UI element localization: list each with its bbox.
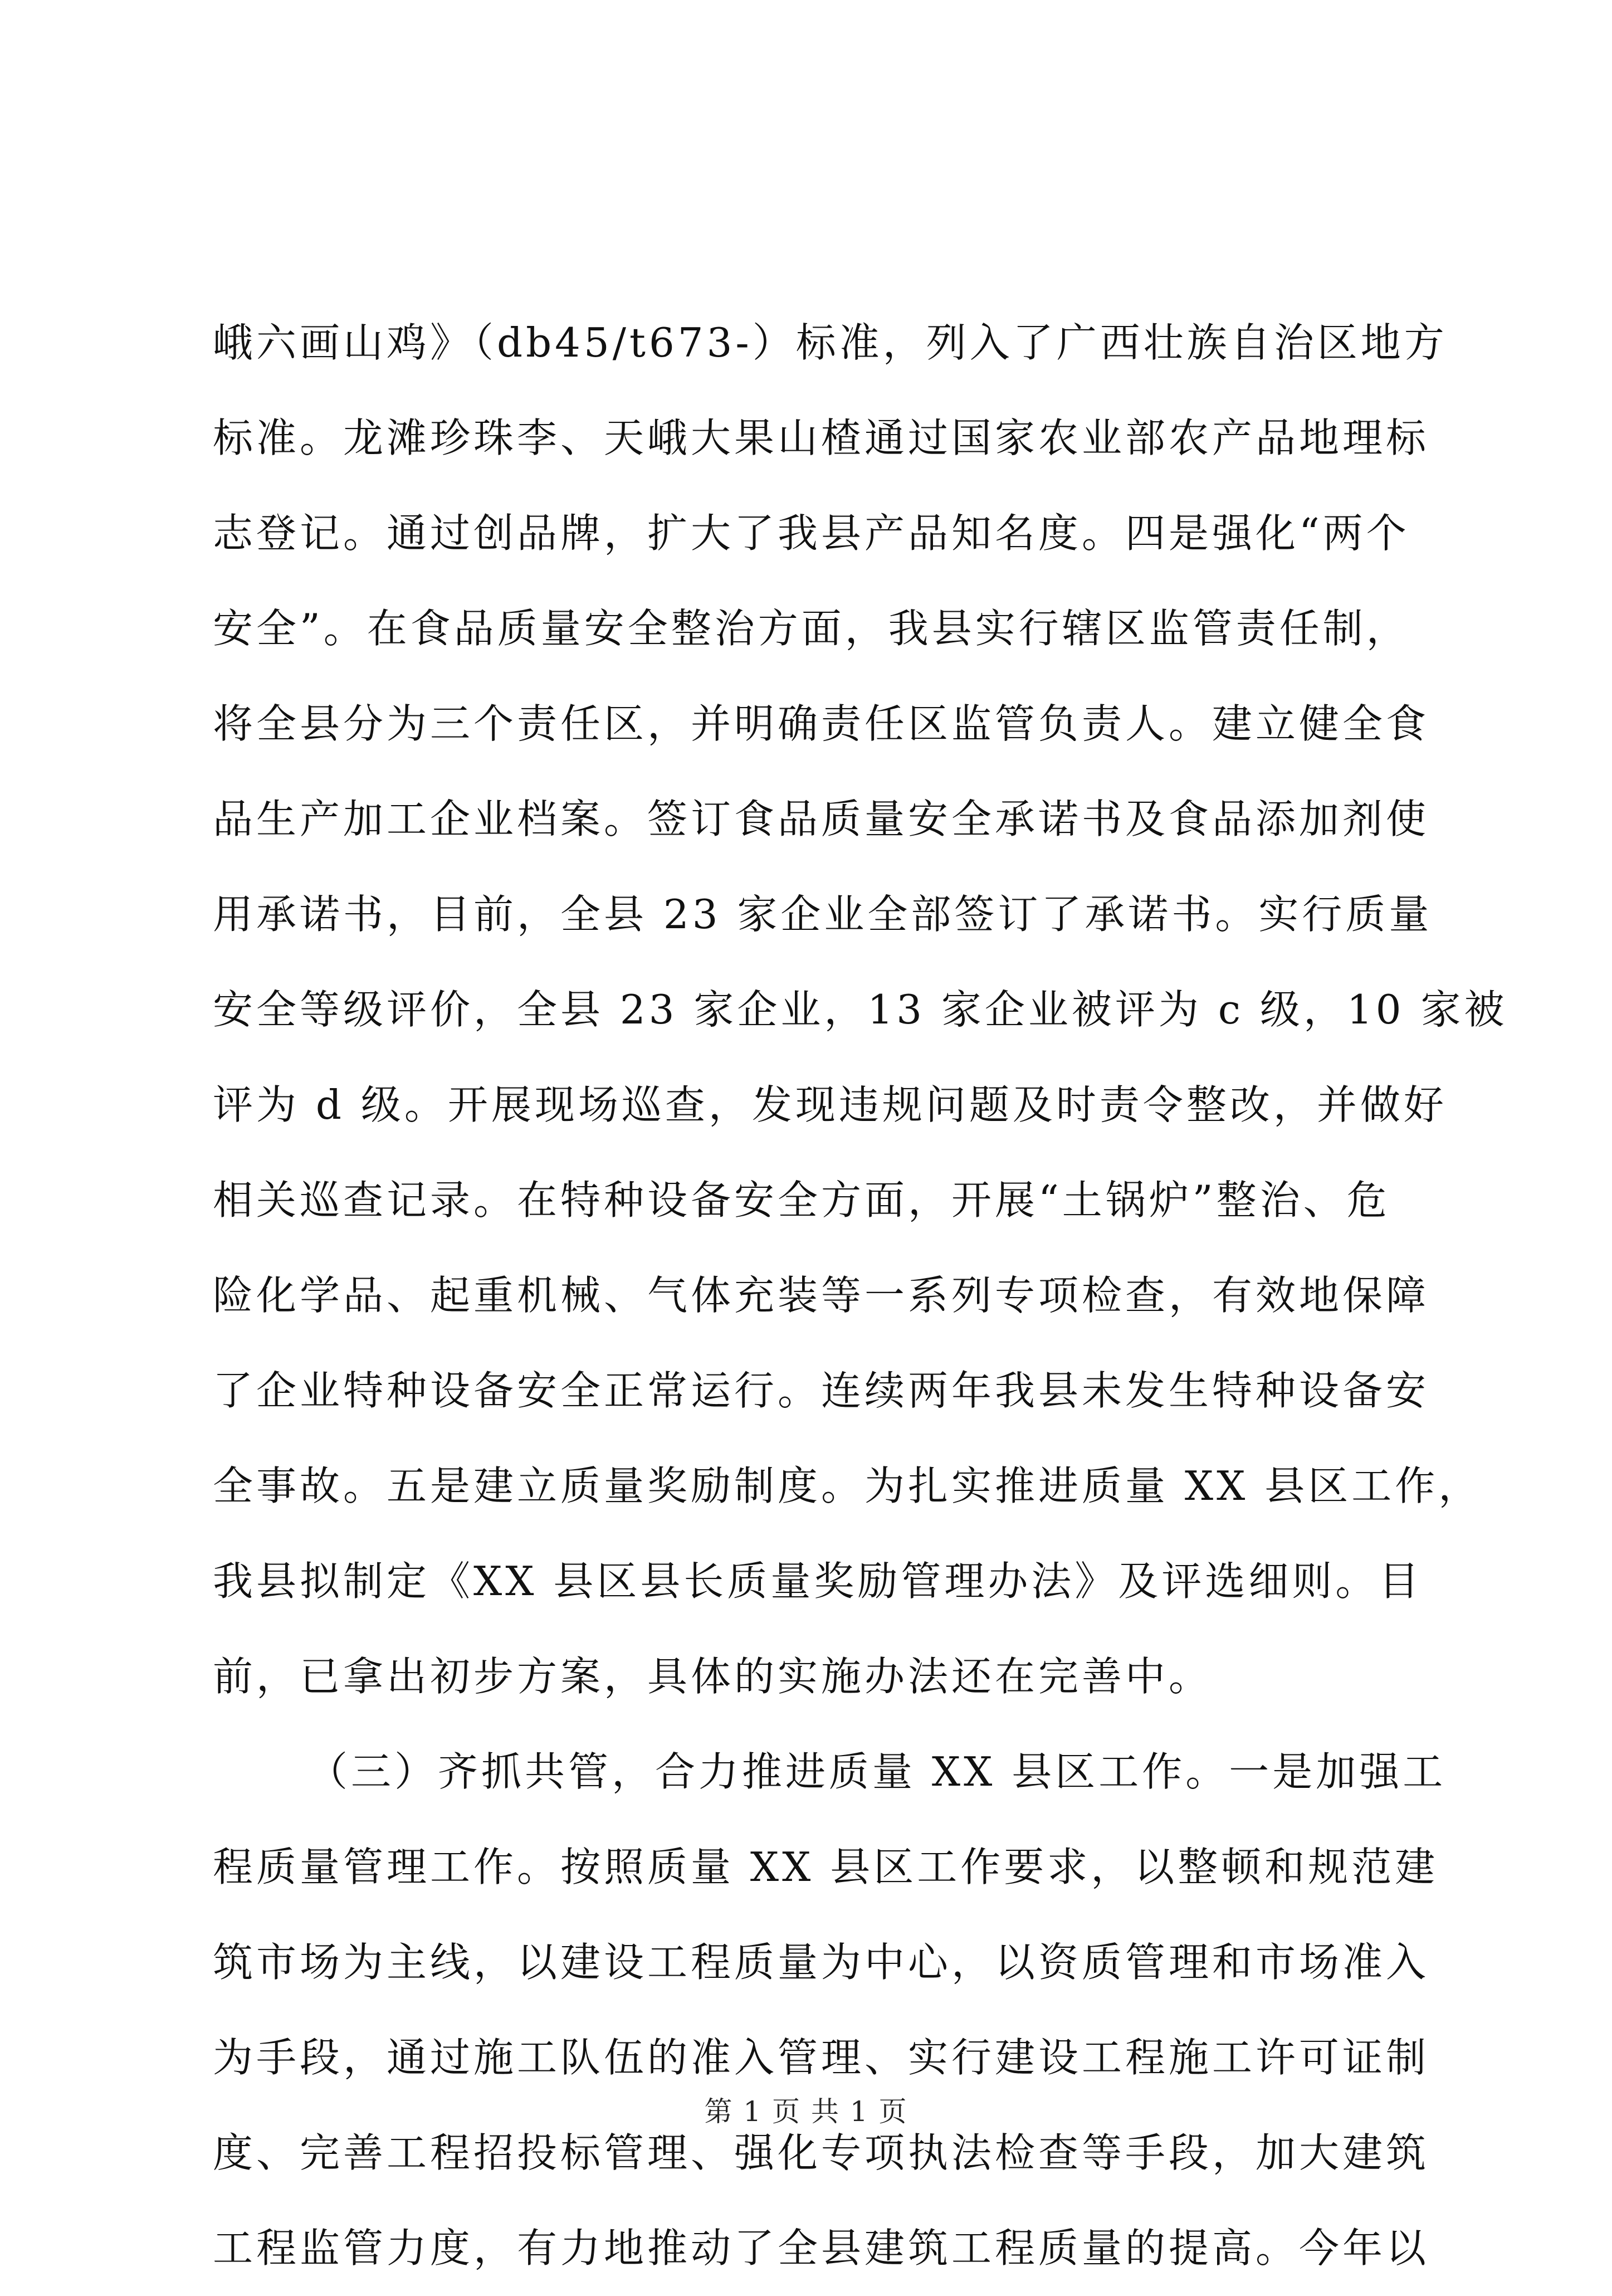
text-line: 用承诺书，目前，全县 23 家企业全部签订了承诺书。实行质量 [213, 891, 1433, 938]
text-line: 全事故。五是建立质量奖励制度。为扎实推进质量 XX 县区工作， [213, 1463, 1482, 1509]
body-text [213, 295, 1508, 2296]
text-line: 筑市场为主线，以建设工程质量为中心，以资质管理和市场准入 [213, 1939, 1430, 1986]
text-line: 将全县分为三个责任区，并明确责任区监管负责人。建立健全食 [213, 700, 1430, 747]
text-line: 程质量管理工作。按照质量 XX 县区工作要求，以整顿和规范建 [213, 1844, 1439, 1890]
text-line: 我县拟制定《XX 县区县长质量奖励管理办法》及评选细则。目 [213, 1558, 1423, 1605]
text-line: 峨六画山鸡》（db45/t673-）标准，列入了广西壮族自治区地方 [213, 319, 1448, 366]
text-line: 险化学品、起重机械、气体充装等一系列专项检查，有效地保障 [213, 1272, 1430, 1319]
text-line: 安全等级评价，全县 23 家企业，13 家企业被评为 c 级，10 家被 [213, 986, 1508, 1033]
text-line: 为手段，通过施工队伍的准入管理、实行建设工程施工许可证制 [213, 2034, 1430, 2081]
text-line: 志登记。通过创品牌，扩大了我县产品知名度。四是强化“两个 [213, 510, 1410, 557]
text-line: 品生产加工企业档案。签订食品质量安全承诺书及食品添加剂使 [213, 796, 1430, 842]
text-line: 工程监管力度，有力地推动了全县建筑工程质量的提高。今年以 [213, 2225, 1430, 2271]
text-line: 了企业特种设备安全正常运行。连续两年我县未发生特种设备安 [213, 1367, 1430, 1414]
text-line: 安全”。在食品质量安全整治方面，我县实行辖区监管责任制， [213, 605, 1410, 652]
paragraph-start-line: （三）齐抓共管，合力推进质量 XX 县区工作。一是加强工 [307, 1748, 1447, 1795]
text-line: 相关巡查记录。在特种设备安全方面，开展“土锅炉”整治、危 [213, 1177, 1390, 1223]
text-line: 前，已拿出初步方案，具体的实施办法还在完善中。 [213, 1653, 1213, 1700]
text-line: 标准。龙滩珍珠李、天峨大果山楂通过国家农业部农产品地理标 [213, 415, 1430, 461]
text-line: 度、完善工程招投标管理、强化专项执法检查等手段，加大建筑 [213, 2129, 1430, 2176]
page-number-footer: 第 1 页 共 1 页 [704, 2095, 908, 2128]
text-line: 评为 d 级。开展现场巡查，发现违规问题及时责令整改，并做好 [213, 1081, 1447, 1128]
